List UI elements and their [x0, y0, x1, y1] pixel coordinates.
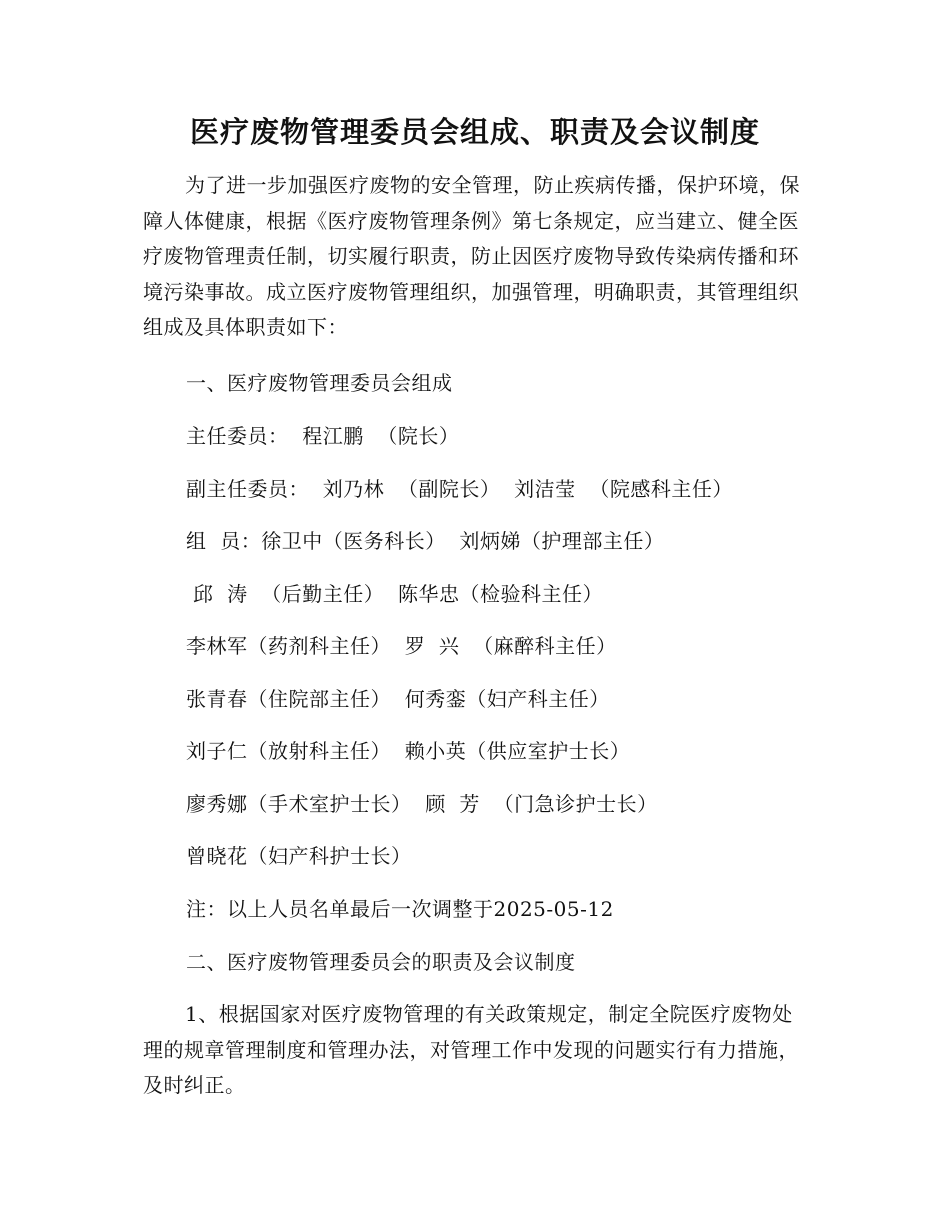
- roster-note: 注：以上人员名单最后一次调整于2025-05-12: [186, 897, 614, 921]
- member-line: 张青春（住院部主任） 何秀銮（妇产科主任）: [186, 687, 610, 711]
- member-line-vice-chair: 副主任委员： 刘乃林 （副院长） 刘洁莹 （院感科主任）: [186, 477, 733, 501]
- member-line: 邱 涛 （后勤主任） 陈华忠（检验科主任）: [186, 582, 604, 606]
- member-line: 刘子仁（放射科主任） 赖小英（供应室护士长）: [186, 739, 631, 763]
- intro-paragraph: 为了进一步加强医疗废物的安全管理，防止疾病传播，保护环境，保障人体健康，根据《医疗废物管理条例》第七条规定，应当建立、健全医疗废物管理责任制，切实履行职责，防止因医疗废物导致传染病传播和环境污染事故。成立医疗废物管理组织，加强管理，明确职责，其管理组织组成及具体职责如下：: [143, 173, 800, 339]
- section1-heading: 一、医疗废物管理委员会组成: [186, 371, 453, 395]
- document-title: 医疗废物管理委员会组成、职责及会议制度: [189, 115, 760, 149]
- duty-item-1: 1、根据国家对医疗废物管理的有关政策规定，制定全院医疗废物处理的规章管理制度和管理办法，对管理工作中发现的问题实行有力措施，及时纠正。: [143, 1002, 799, 1097]
- member-line: 曾晓花（妇产科护士长）: [186, 844, 412, 868]
- member-line: 廖秀娜（手术室护士长） 顾 芳 （门急诊护士长）: [186, 792, 658, 816]
- section2-heading: 二、医疗废物管理委员会的职责及会议制度: [186, 950, 576, 974]
- member-line-group: 组 员：徐卫中（医务科长） 刘炳娣（护理部主任）: [186, 529, 665, 553]
- member-line: 李林军（药剂科主任） 罗 兴 （麻醉科主任）: [186, 634, 617, 658]
- member-line-chair: 主任委员： 程江鹏 （院长）: [186, 424, 460, 448]
